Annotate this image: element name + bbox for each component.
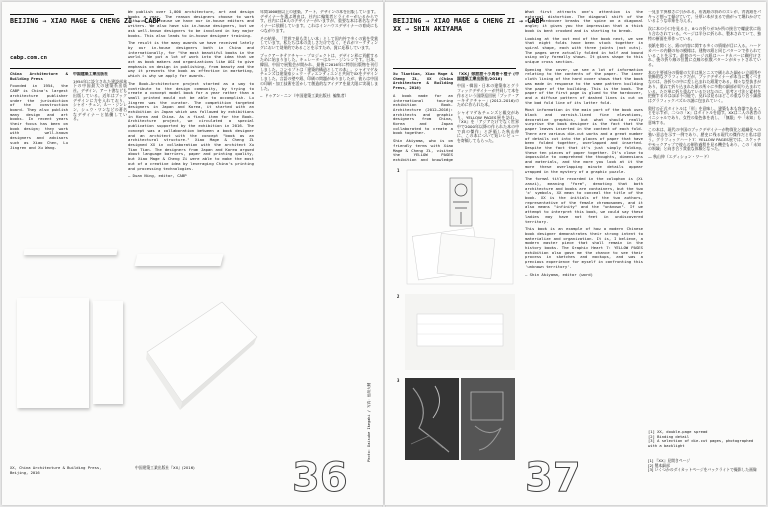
review-paragraph: What first attracts one's attention is the external distortion. The diagonal shift of the cloth hardcover breaks the spine on a diagonal angle; it gives you the impression that a thick book is bent crooked and is starting to break.	[525, 10, 643, 33]
figure-captions-en	[648, 430, 761, 448]
book-photo-side	[135, 254, 224, 266]
review-paragraph: Looking at the out end of the book next, we see that eight folds have been stuck together in spiral shape, each with three joints (not cuts). The pages were actually folded in half and bound using only formally shown. It gives shape to this unique cross section.	[525, 35, 643, 65]
header-line-1: BEIJING → XIAO MAGE & CHENG ZI → CABP	[393, 17, 544, 25]
interview-paragraph: The Book-Architecture project started as a way to contribute to the design community, by trying to create a concept model book for a year rather than a small printed mould not be able to accomplish. Lu Jingren was the curator. The competition targeted designers in Japan and Korea, it started with an exhibition in Japan which was followed by exhibitions in Korea and China. As a final item for the Book-Architecture project, we circulated a special publication supported by the exhibition in 2016. The concept was a collaboration between a book designer and an architect with the concept "book as an architectural structure." Xiao Mage & Cheng Zi designed XX in collaboration with the architect Xu Tian Tian. The designers from Japan and Korea argued about language barriers, paper and printing quality, but Xiao Mage & Cheng Zi were able to make the most out of a creative idea by leveraging China's printing and processing technologies.	[128, 80, 254, 171]
book-intro-en	[393, 72, 453, 162]
interview-paragraph-jp: その結果、「世界で最も美しい本」として国内外で多くの賞を受賞しています。私たちは本の美しさだけでなく、それがマーケティングにおいて効果的であることを示すため、賞に応募しています。	[260, 35, 378, 50]
figure-caption-jp: [3] いくつかのダイカットページをバックライトで撮影した画像	[648, 467, 757, 473]
review-column-jp	[648, 10, 761, 395]
right-page	[385, 2, 766, 505]
book-photo-thin	[24, 249, 118, 255]
figure-1-label: 1	[397, 168, 400, 173]
book-title-en: Xu Tiantian, Xiao Mage & Cheng Zi, XX (China Architecture & Building Press, 2016)	[393, 72, 453, 91]
divider	[10, 68, 121, 69]
photo-caption-jp: 中国建築工業出版社『XX』(2016)	[135, 465, 195, 470]
publisher-description-jp: 1954年に設立された建設部傘下の中国最大の建築系出版社。デザイン、アート書なども出版している。近年はブックデザインに力を入れており、シャオ・チェン、ルー・ジンレン、シュウ・ワンなどの著名なデザイナーと協働している。	[73, 78, 127, 122]
review-paragraph: Opening the cover, we see a lot of information relating to the contents of the paper. The inner cloth lining of the hard cover shows that the book was made in response to the same pattern building the paper of the building. This is the book. The paper of the first page is glued to the hardcover, and a diffuse pattern of dashed lines is cut on the bad fold line of its latter fold.	[525, 66, 643, 105]
review-signature: — Shin Akiyama, editor (word)	[525, 271, 593, 277]
interview-column-en	[128, 10, 254, 268]
figure-caption: [3] A selection of die-cut pages, photographed with a backlight	[648, 438, 754, 448]
figure-3-diecut-right	[461, 378, 515, 460]
page-number: 36	[292, 455, 348, 501]
book-photo-spine	[93, 301, 123, 404]
review-paragraph: The formal title recorded in the colophon is (Xi zanzi), meaning "form", denoting that both architecture and books are containers, but the two 'x' symbols, XX mean to conceal the title of the book. XX is the initials of the two authors, representative of the female chromosomes, and it also means "infinity" and the "unknown". If we attempt to interpret this book, we could say these ladies may have not feet in undiscovered territory.	[525, 176, 643, 224]
review-intro-en: Shin Akiyama, who is on friendly terms with Xiao Mage & Cheng Zi, visited the YELLOW PAGES exhibition and knowledge	[393, 138, 453, 162]
figure-caption: [2] Binding detail	[648, 433, 690, 439]
interview-signature: — Duan Ning, editor, CABP	[128, 173, 187, 179]
interview-paragraph-jp: ブックアーキテクチャー・プロジェクトは、デザイン界に貢献するために始まりました。キュレーターはルー・ジンレンです。日本、韓国、中国で展覧会が開かれ、最後に2016年に特別出版物を刊行しました。コンセプトは「建築的構造としての本」。シャオマゲ＆チェンズは建築家シュウ・ティエンティエンと共同でXXをデザインしました。言語の壁や紙、印刷の問題がありましたが、彼らは中国の印刷・加工技術を活かして創造的なアイデアを最大限に実現しました。	[260, 52, 378, 91]
interview-paragraph: The result is the many awards we have received lately by our in-house designers both in China and internationally, for "the most beautiful books in the world." We put a lot of work into the idea that we act as book makers and organizations like AGI to give emphasis on design in publishing, from beauty and the way it presents the book as effective in marketing, which is why we apply for awards.	[128, 40, 254, 79]
review-intro-jp: シャオマゲ＆チェンズと親交があり、YELLOW PAGES展を訪れ、『XX』を「アジアだけでなく世界中で2000年以降の作られた本の中で真の傑作」と評価した秋山伸に、この本について短いレビューを寄稿してもらった。	[457, 109, 519, 144]
figure-2-binding	[405, 294, 515, 370]
review-column-en	[525, 10, 643, 450]
book-photo-cover	[17, 298, 89, 408]
figure-caption-jp: [1] 『XX』見開きページ	[648, 458, 691, 463]
review-paragraph-jp: この本は、現代の中国のブックデザイナーが物質化と組織化への強い意志を示す一例であり、歴史に残る現代の傑作だと私は思う。グラフィックハート7：YELLOW PAGES展では、スケッチやモックアップで彼らの制作過程を見る機会もあり、この「未知の領域」と向き合う貴重な体験となった。	[648, 127, 761, 152]
photo-credit: Photo: Daisuke Ikegaki / 写真：池垣大輔	[367, 382, 371, 462]
interview-paragraph-jp: 年間1000冊以上の建築、アート、デザインの本を出版しています。デザイナーを選ぶ理由は、社内に編集者とライターがいるからです。社内には6人のデザイナーがいますが、重要な本は著名なデザイナーに依頼しています。これはインハウスデザイナーの育成にもつながります。	[260, 10, 378, 33]
book-photo-angled	[142, 292, 262, 422]
book-intro-jp	[457, 72, 519, 162]
figure-3-diecut-left	[405, 378, 459, 460]
review-paragraph: Most information in the main part of the book uses black and varnish-lined fine elevations, decorative graphics, but what should really surprise the book designer is the fact that the paper leaves inserted in the content of each fold. There are various die-cut works and a great number of details cut into the places of paper that have been folded together, overlapped and inserted. Despite the fact that it's just simply folding, these ten pieces of paper together. It's close to impossible to comprehend the thoughts, dimensions and materials, and the more you look at it the more these overlapping minute details appear wrapped in the mystery of a graphic puzzle.	[525, 107, 643, 174]
intro-column-jp	[73, 72, 127, 222]
review-paragraph-jp: 本の主要部分の情報の大半は黒とニスで刷られた細かい立面図や装飾的なグラフィックだが、ブックデザイナーが本当に驚くべきなのは、各折りの中に差し込まれた紙葉である。様々な型抜きがあり、重ねて折り込まれた紙の所々に多数の細部が切り込まれている。ただ単に折り重ねているだけなのに、思考と寸法と素材を把握するのはほぼ不可能で、見れば見るほどこの重なり合う細部はグラフィックパズルの謎に包まれていく。	[648, 69, 761, 103]
interview-column-jp	[260, 10, 378, 285]
book-description-en: A book made for an international touring exhibition Book-Architecture (2012–2016): architects and graphic designers from China, Korea and Japan collaborated to create a book together.	[393, 92, 453, 136]
photo-caption-en: XX, China Architecture & Building Press, Beijing, 2016	[10, 465, 102, 475]
right-page-header	[393, 14, 544, 33]
book-description-jp: 中国・韓国・日本の建築家とグラフィックデザイナーが共同して本を作るという国際巡回展「ブック・アーキテクチャー」(2012–2016)のために作られた本。	[457, 83, 519, 108]
figure-2-label: 2	[397, 294, 400, 299]
divider	[393, 68, 516, 69]
review-paragraph-jp: 一見まず異様さに引かれる。布表紙の斜めのズレが、背表紙をパキっと割って傾けていて、分厚い本がまるで曲がって壊れかけているような印象を与える。	[648, 10, 761, 24]
interview-paragraph: We publish over 1,000 architecture, art and design books a year. The reason designers choose to work with us is because we have our in-house editors and writers. We also have six in-house designers, but we ask well-known designers to be involved in key major books. This also leads to in-house designer training.	[128, 10, 254, 38]
figure-3-label: 3	[397, 378, 400, 383]
figure-caption-jp: [2] 製本細部	[648, 462, 670, 468]
figure-1-spread	[405, 168, 515, 286]
header-line-2: XX → SHIN AKIYAMA	[393, 25, 463, 33]
review-paragraph-jp: 表紙を開くと、紙の内容に関する多くの情報が目に入る。ハードカバーの内側の布の模様は、建物の紙と同じパターンで作られていることを示す。最初のページの紙はハードカバーに糊付けされ、後の折り線の位置に点線の拡散パターンがカットされている。	[648, 43, 761, 68]
figure-caption: [1] XX, double-page spread	[648, 429, 708, 434]
left-page-header: BEIJING → XIAO MAGE & CHENG ZI → CABP	[10, 14, 114, 25]
book-title-jp: 『XX』徐甜甜＋小馬哥＋橙子 (中国建築工業出版社/2016)	[457, 72, 519, 81]
figure-captions-jp	[648, 459, 761, 473]
review-paragraph: This book is an example of how a modern Chinese book designer demonstrates their strong intent to materialize and organization. It is, I believe, a modern master piece that shall remain in the history books. The Graphic Heart 7: YELLOW PAGES exhibition also gave me the chance to see their process in sketches and mockups, and was a precious experience for myself in confronting this 'unknown territory'.	[525, 226, 643, 269]
interview-signature-jp: — ドゥアン・ニン（中国建築工業出版社 編集者）	[260, 93, 349, 99]
intro-column-en	[10, 72, 68, 222]
review-paragraph-jp: 奥付の正式タイトルは「形」を意味し、建築も本も容器であることを示すが、二つの「X」はタイトルを隠す。XXは二人の著者のイニシャルであり、女性の染色体を表し、「無限」や「未知」も意味する。	[648, 105, 761, 125]
publisher-url[interactable]: cabp.com.cn	[10, 55, 48, 61]
publisher-name-en: China Architecture & Building Press	[10, 72, 68, 81]
left-page	[2, 2, 383, 505]
publisher-description-en: Founded in 1954, the CABP is China's largest architecture publisher under the jurisdiction of the construction board. They also publish many design and art books. In recent years their focus has been on book design; they work with well-known designers and advisors such as Xiao Chen, Lu Jingren and Xu Wang.	[10, 83, 68, 150]
page-number: 37	[525, 455, 581, 501]
review-signature-jp: — 秋山伸（エディション・ワード）	[648, 153, 712, 159]
review-paragraph-jp: 次に本の小口を見ると、8つの折りが3か所の接合で螺旋状に貼り合わされている。ページは半分に折られ、製本されていて、独特の断面を形作っている。	[648, 26, 761, 41]
publisher-name-jp: 中国建築工業出版社	[73, 72, 109, 76]
